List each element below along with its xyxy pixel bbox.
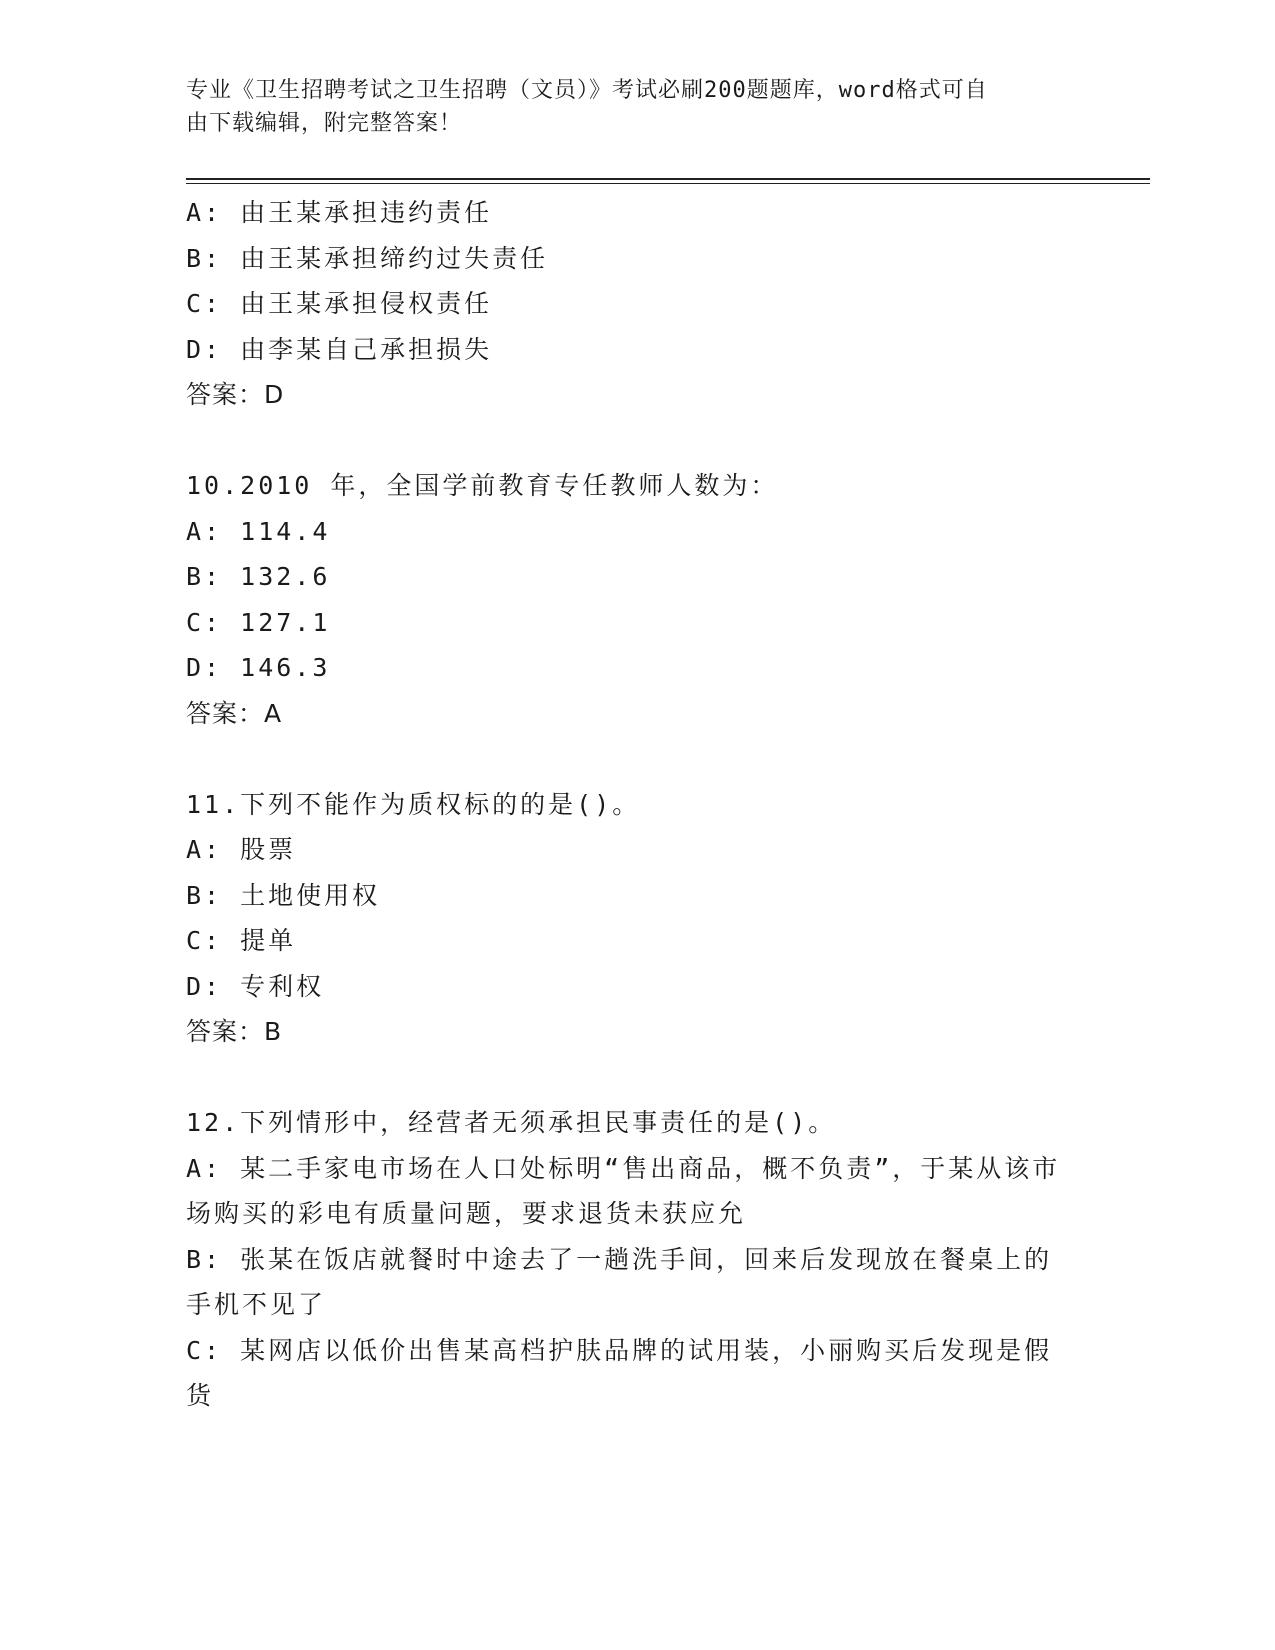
question-text: 11.下列不能作为质权标的的是()。 [186,789,641,819]
option-b: B: 张某在饭店就餐时中途去了一趟洗手间，回来后发现放在餐桌上的手机不见了 [186,1244,1053,1319]
option-a: A: 由王某承担违约责任 [186,198,493,227]
option-a: A: 某二手家电市场在人口处标明“售出商品，概不负责”，于某从该市场购买的彩电有质量问题，要求退货未获应允 [186,1153,1061,1228]
answer-label: 答案：D [186,380,285,409]
spacer [186,1055,1086,1101]
spacer [186,418,1086,464]
question-text: 12.下列情形中，经营者无须承担民事责任的是()。 [186,1108,837,1137]
document-header [186,74,1066,140]
option-a: A: 股票 [186,835,297,864]
option-a: A: 114.4 [186,516,331,546]
question-list [186,190,1086,1419]
answer-label: 答案：A [186,698,283,728]
option-b: B: 132.6 [186,562,331,591]
header-title-line-2: 由下载编辑，附完整答案！ [186,111,463,136]
question-12 [186,1100,1086,1419]
header-divider-thick [186,178,1150,180]
option-d: D: 由李某自己承担损失 [186,334,493,364]
option-d: D: 专利权 [186,971,325,1001]
question-11 [186,782,1086,1055]
option-b: B: 土地使用权 [186,880,381,910]
spacer [186,736,1086,782]
option-c: C: 127.1 [186,607,331,637]
header-title-line-1: 专业《卫生招聘考试之卫生招聘（文员）》考试必刷200题题库，word格式可自 [186,78,988,103]
option-c: C: 某网店以低价出售某高档护肤品牌的试用装，小丽购买后发现是假货 [186,1335,1053,1410]
answer-label: 答案：B [186,1017,283,1046]
question-9 [186,190,1086,418]
question-text: 10.2010 年，全国学前教育专任教师人数为： [186,471,779,500]
header-divider-thin [186,183,1150,184]
option-c: C: 由王某承担侵权责任 [186,289,493,318]
option-c: C: 提单 [186,926,297,955]
option-d: D: 146.3 [186,653,331,682]
option-b: B: 由王某承担缔约过失责任 [186,243,549,273]
question-10 [186,463,1086,736]
